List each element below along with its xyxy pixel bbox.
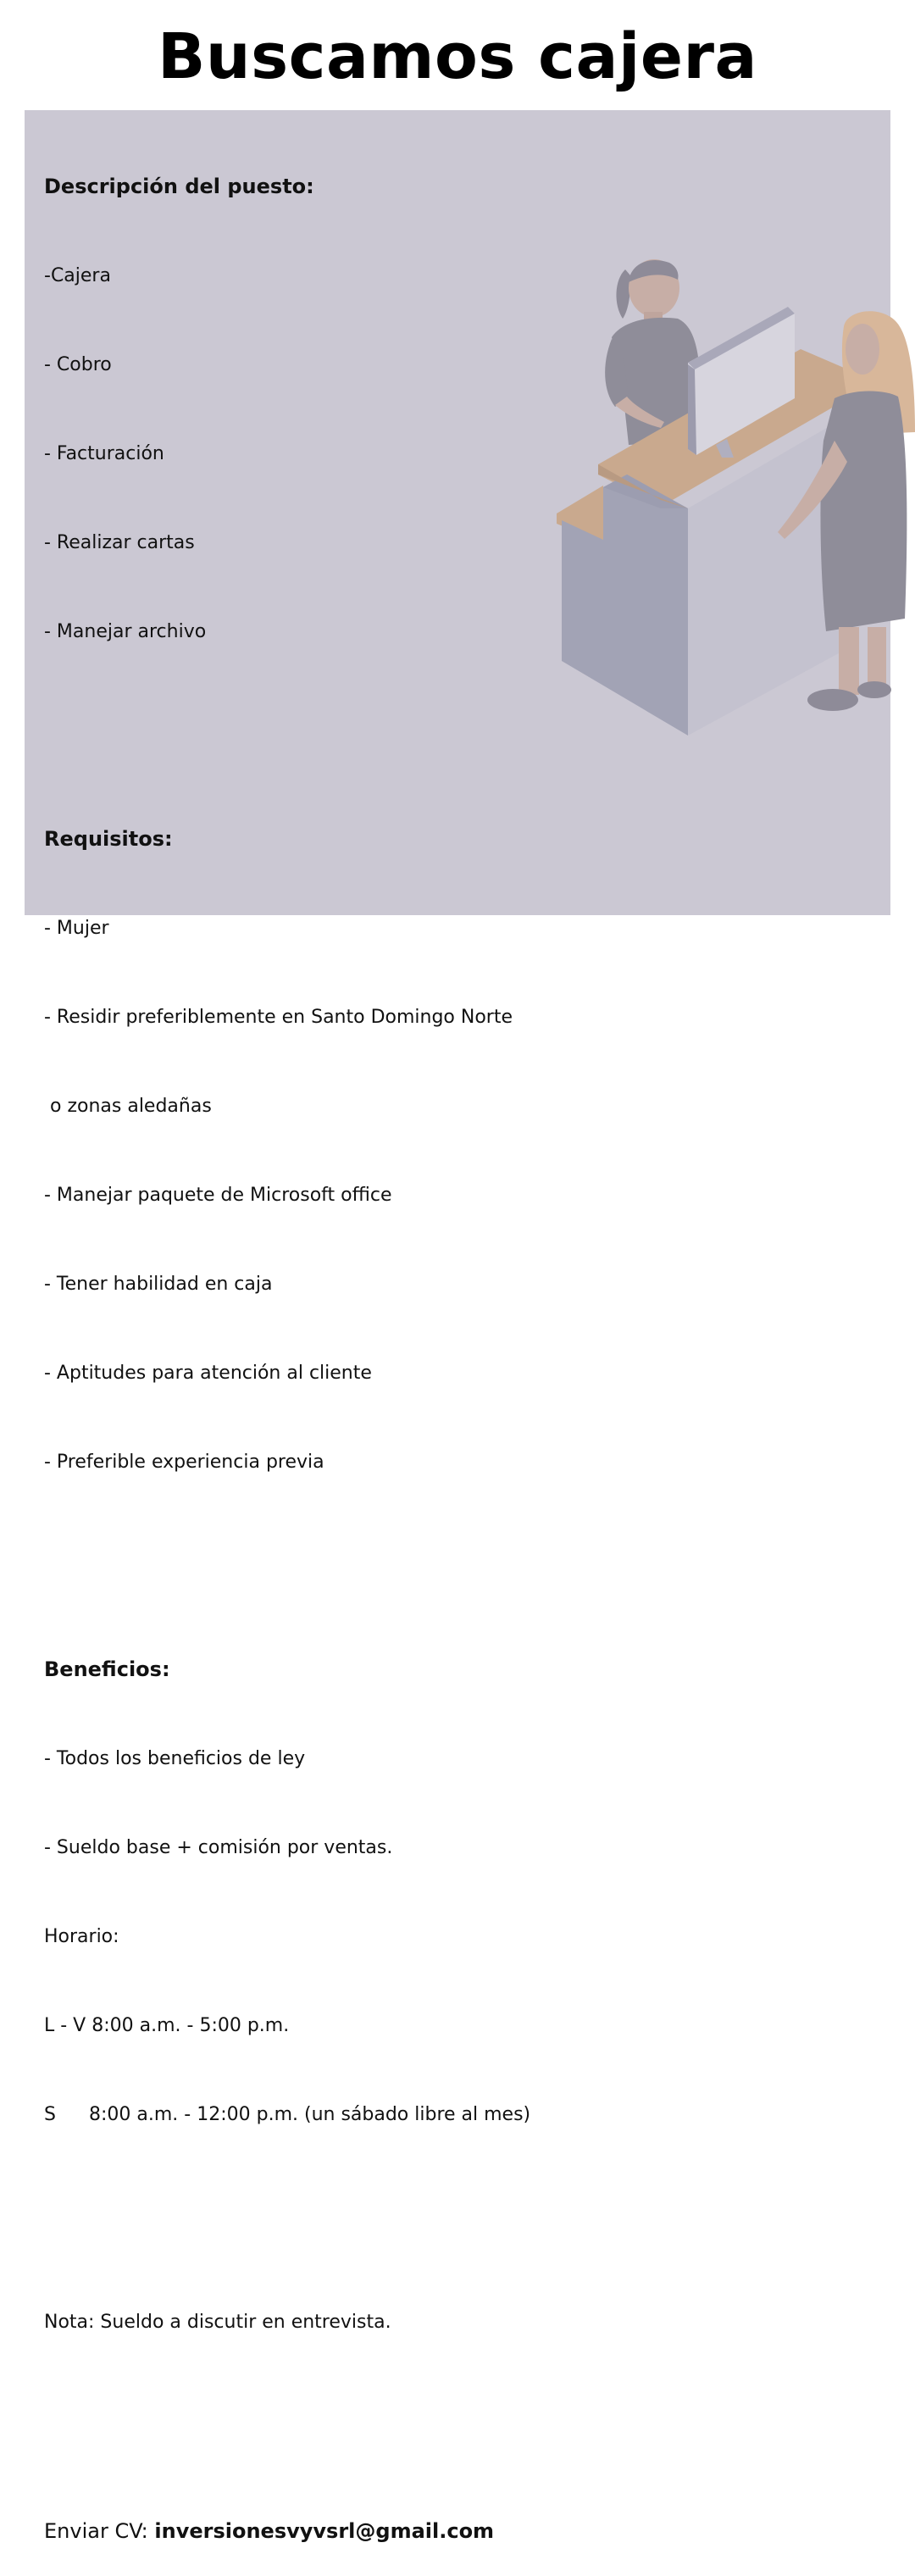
schedule-saturday (44, 2100, 530, 2129)
schedule-weekdays: L - V 8:00 a.m. - 5:00 p.m. (44, 2015, 290, 2036)
send-cv-label: Enviar CV: (44, 2519, 155, 2543)
benefits-heading: Beneficios: (44, 1657, 170, 1681)
requirements-heading: Requisitos: (44, 827, 173, 851)
description-item: - Realizar cartas (44, 532, 195, 553)
benefit-item: - Todos los beneficios de ley (44, 1748, 306, 1769)
description-heading: Descripción del puesto: (44, 175, 314, 198)
schedule-saturday-day: S (44, 2104, 56, 2125)
description-item: - Facturación (44, 443, 164, 464)
requirement-item: - Tener habilidad en caja (44, 1274, 273, 1295)
contact-email-link[interactable]: inversionesvyvsrl@gmail.com (154, 2519, 495, 2543)
requirement-item: - Preferible experiencia previa (44, 1452, 324, 1473)
description-item: - Manejar archivo (44, 621, 207, 642)
schedule-saturday-hours: 8:00 a.m. - 12:00 p.m. (un sábado libre al mes) (89, 2104, 531, 2125)
page-title: Buscamos cajera (158, 20, 757, 93)
description-item: - Cobro (44, 354, 112, 375)
requirement-item: o zonas aledañas (44, 1096, 212, 1117)
description-item: -Cajera (44, 265, 111, 286)
requirement-item: - Aptitudes para atención al cliente (44, 1363, 372, 1384)
benefit-item: - Sueldo base + comisión por ventas. (44, 1837, 393, 1858)
job-details (44, 113, 530, 2576)
salary-note: Nota: Sueldo a discutir en entrevista. (44, 2312, 391, 2333)
send-cv-line (44, 2517, 530, 2546)
schedule-label: Horario: (44, 1926, 119, 1947)
requirement-item: - Mujer (44, 918, 109, 939)
requirement-item: - Residir preferiblemente en Santo Domingo Norte (44, 1007, 513, 1028)
requirement-item: - Manejar paquete de Microsoft office (44, 1185, 392, 1206)
